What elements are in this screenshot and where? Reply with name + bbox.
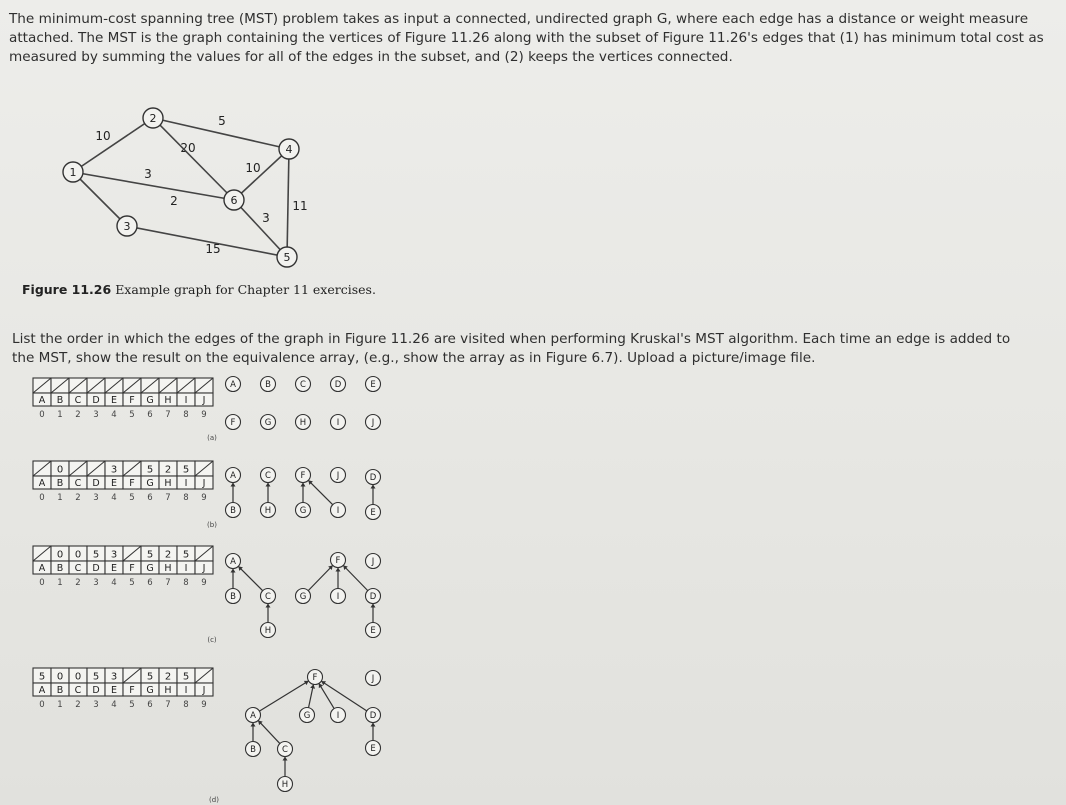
- parent-value: 0: [74, 549, 82, 561]
- forest-edge: [308, 565, 333, 590]
- letter-label: H: [164, 478, 172, 489]
- index-label: 9: [201, 493, 207, 503]
- forest-node-label: J: [336, 471, 340, 482]
- index-label: 5: [129, 493, 135, 503]
- edge-weight-3-5: 15: [205, 242, 221, 256]
- forest-node-label: C: [300, 380, 306, 391]
- index-label: 6: [147, 578, 153, 588]
- index-label: 2: [75, 410, 81, 420]
- letter-label: G: [146, 563, 154, 574]
- forest-node-label: G: [264, 418, 272, 429]
- edge-weight-2-4: 5: [218, 114, 226, 128]
- letter-label: B: [56, 478, 64, 489]
- forest-arrowhead: [251, 723, 256, 727]
- forest-node-label: E: [370, 744, 376, 755]
- forest-arrowhead: [336, 568, 341, 572]
- forest-node-label: J: [371, 557, 375, 568]
- forest-edge: [259, 681, 308, 711]
- graph-vertex-label-5: 5: [283, 251, 291, 264]
- parent-value: 5: [146, 671, 154, 683]
- letter-label: F: [129, 478, 135, 489]
- forest-arrowhead: [301, 483, 306, 487]
- forest-node-label: F: [335, 556, 341, 567]
- index-label: 7: [165, 578, 171, 588]
- forest-node-label: H: [264, 506, 272, 517]
- index-label: 4: [111, 578, 117, 588]
- letter-label: J: [202, 563, 206, 574]
- index-label: 3: [93, 493, 99, 503]
- parent-value: 5: [182, 549, 190, 561]
- forest-arrowhead: [231, 483, 236, 487]
- index-label: 2: [75, 700, 81, 710]
- letter-label: D: [92, 395, 100, 406]
- letter-label: D: [92, 563, 100, 574]
- letter-label: D: [92, 478, 100, 489]
- index-label: 8: [183, 493, 189, 503]
- forest-node-label: A: [230, 557, 236, 568]
- forest-d: [246, 670, 381, 792]
- panel-label: (c): [207, 636, 217, 644]
- parent-value: 0: [56, 549, 64, 561]
- parent-value: 2: [164, 671, 172, 683]
- figure-caption: [22, 282, 376, 297]
- parent-value: 2: [164, 464, 172, 476]
- forest-edge: [343, 565, 368, 590]
- edge-weight-2-6: 2: [170, 194, 178, 208]
- index-label: 3: [93, 700, 99, 710]
- letter-label: H: [164, 563, 172, 574]
- forest-node-label: D: [334, 380, 342, 391]
- index-label: 2: [75, 578, 81, 588]
- forest-arrowhead: [266, 483, 271, 487]
- parent-value: 5: [182, 671, 190, 683]
- intro-paragraph: The minimum-cost spanning tree (MST) problem takes as input a connected, undirected graph G, where each edge has a distance or weight measure attached. The MST is the graph containing the vertices of Figure 11.26 along with the subset of Figure 11.26's edges that (1) has minimum total cost as measured by summing the values for all of the edges in the subset, and (2) keeps the vertices connected.: [9, 11, 1044, 65]
- index-label: 4: [111, 410, 117, 420]
- index-label: 0: [39, 493, 45, 503]
- letter-label: C: [74, 685, 82, 696]
- forest-arrowhead: [283, 757, 288, 761]
- index-label: 4: [111, 700, 117, 710]
- index-label: 9: [201, 700, 207, 710]
- graph-vertex-label-6: 6: [230, 194, 238, 207]
- index-label: 9: [201, 578, 207, 588]
- forest-node-label: C: [265, 592, 271, 603]
- letter-label: H: [164, 685, 172, 696]
- index-label: 5: [129, 578, 135, 588]
- letter-label: I: [184, 563, 188, 574]
- letter-label: J: [202, 478, 206, 489]
- forest-node-label: C: [282, 745, 288, 756]
- parent-value: 5: [146, 464, 154, 476]
- letter-label: G: [146, 395, 154, 406]
- equivalence-panel-a: [33, 378, 217, 442]
- index-label: 1: [57, 578, 63, 588]
- forest-node-label: H: [264, 626, 272, 637]
- letter-label: A: [38, 478, 46, 489]
- edge-weight-1-3: 3: [144, 167, 152, 181]
- index-label: 2: [75, 493, 81, 503]
- index-label: 3: [93, 410, 99, 420]
- letter-label: D: [92, 685, 100, 696]
- forest-edge: [258, 720, 280, 743]
- letter-label: E: [110, 685, 118, 696]
- panel-label: (a): [207, 434, 217, 442]
- forest-node-label: A: [230, 471, 236, 482]
- parent-value: 0: [74, 671, 82, 683]
- parent-value: 0: [56, 464, 64, 476]
- forest-node-label: A: [230, 380, 236, 391]
- equivalence-panel-b: [33, 461, 217, 529]
- letter-label: C: [74, 563, 82, 574]
- figure-caption-label: Figure 11.26: [22, 282, 112, 297]
- graph-figure-11-26: [0, 0, 420, 280]
- letter-label: B: [56, 685, 64, 696]
- letter-label: E: [110, 478, 118, 489]
- letter-label: F: [129, 563, 135, 574]
- index-label: 0: [39, 578, 45, 588]
- forest-edge: [238, 566, 262, 590]
- parent-value: 2: [164, 549, 172, 561]
- forest-arrowhead: [371, 723, 376, 727]
- forest-node-label: I: [336, 711, 340, 722]
- graph-edge-4-5: [287, 149, 289, 257]
- forest-node-label: I: [336, 592, 340, 603]
- forest-node-label: C: [265, 471, 271, 482]
- figure-caption-text: Example graph for Chapter 11 exercises.: [115, 282, 376, 297]
- forest-node-label: G: [299, 592, 307, 603]
- index-label: 5: [129, 410, 135, 420]
- letter-label: H: [164, 395, 172, 406]
- index-label: 4: [111, 493, 117, 503]
- forest-arrowhead: [231, 569, 236, 573]
- forest-node-label: D: [369, 592, 377, 603]
- forest-node-label: F: [312, 673, 318, 684]
- parent-value: 3: [110, 549, 118, 561]
- forest-node-label: A: [250, 711, 256, 722]
- index-label: 8: [183, 578, 189, 588]
- forest-node-label: I: [336, 418, 340, 429]
- forest-node-label: G: [299, 506, 307, 517]
- letter-label: C: [74, 395, 82, 406]
- forest-node-label: E: [370, 626, 376, 637]
- index-label: 9: [201, 410, 207, 420]
- parent-value: 5: [92, 549, 100, 561]
- letter-label: G: [146, 478, 154, 489]
- graph-vertex-label-4: 4: [285, 143, 293, 156]
- parent-value: 3: [110, 464, 118, 476]
- letter-label: A: [38, 685, 46, 696]
- forest-node-label: B: [250, 745, 256, 756]
- letter-label: A: [38, 563, 46, 574]
- forest-a: [226, 377, 381, 430]
- letter-label: B: [56, 563, 64, 574]
- forest-c: [226, 553, 381, 638]
- letter-label: B: [56, 395, 64, 406]
- letter-label: J: [202, 685, 206, 696]
- forest-node-label: I: [336, 506, 340, 517]
- letter-label: A: [38, 395, 46, 406]
- letter-label: I: [184, 478, 188, 489]
- index-label: 7: [165, 493, 171, 503]
- index-label: 8: [183, 410, 189, 420]
- letter-label: E: [110, 563, 118, 574]
- index-label: 6: [147, 493, 153, 503]
- forest-edge: [308, 480, 332, 504]
- forest-node-label: H: [281, 780, 289, 791]
- graph-edge-1-2: [73, 118, 153, 172]
- letter-label: I: [184, 685, 188, 696]
- letter-label: E: [110, 395, 118, 406]
- forest-node-label: D: [369, 473, 377, 484]
- panel-label: (d): [209, 796, 219, 804]
- forest-node-label: H: [299, 418, 307, 429]
- parent-value: 5: [182, 464, 190, 476]
- index-label: 0: [39, 410, 45, 420]
- parent-value: 5: [92, 671, 100, 683]
- forest-edge: [319, 683, 334, 708]
- parent-value: 5: [146, 549, 154, 561]
- index-label: 1: [57, 493, 63, 503]
- index-label: 6: [147, 410, 153, 420]
- graph-vertex-label-3: 3: [123, 220, 131, 233]
- edge-weight-6-5: 3: [262, 211, 270, 225]
- panel-label: (b): [207, 521, 217, 529]
- forest-node-label: E: [370, 508, 376, 519]
- index-label: 7: [165, 700, 171, 710]
- index-label: 5: [129, 700, 135, 710]
- forest-b: [226, 468, 381, 520]
- forest-node-label: B: [265, 380, 271, 391]
- index-label: 0: [39, 700, 45, 710]
- forest-node-label: J: [371, 418, 375, 429]
- forest-node-label: G: [303, 711, 311, 722]
- index-label: 1: [57, 410, 63, 420]
- index-label: 8: [183, 700, 189, 710]
- index-label: 7: [165, 410, 171, 420]
- graph-vertex-label-2: 2: [149, 112, 157, 125]
- forest-node-label: F: [230, 418, 236, 429]
- forest-arrowhead: [371, 604, 376, 608]
- parent-value: 3: [110, 671, 118, 683]
- forest-node-label: F: [300, 471, 306, 482]
- index-label: 6: [147, 700, 153, 710]
- edge-weight-1-6: 20: [180, 141, 196, 155]
- letter-label: I: [184, 395, 188, 406]
- forest-node-label: D: [369, 711, 377, 722]
- forest-arrowhead: [371, 485, 376, 489]
- equivalence-panel-d: [33, 668, 219, 804]
- forest-edge: [321, 681, 366, 711]
- forest-node-label: B: [230, 506, 236, 517]
- graph-vertex-label-1: 1: [69, 166, 77, 179]
- letter-label: J: [202, 395, 206, 406]
- index-label: 1: [57, 700, 63, 710]
- letter-label: F: [129, 395, 135, 406]
- forest-node-label: E: [370, 380, 376, 391]
- forest-arrowhead: [266, 604, 271, 608]
- graph-edge-6-4: [234, 149, 289, 200]
- edge-weight-1-2: 10: [95, 129, 111, 143]
- equivalence-array-figure: [0, 370, 420, 805]
- letter-label: G: [146, 685, 154, 696]
- index-label: 3: [93, 578, 99, 588]
- forest-node-label: B: [230, 592, 236, 603]
- letter-label: C: [74, 478, 82, 489]
- parent-value: 0: [56, 671, 64, 683]
- equivalence-panel-c: [33, 546, 217, 644]
- letter-label: F: [129, 685, 135, 696]
- edge-weight-6-4: 10: [245, 161, 261, 175]
- parent-value: 5: [38, 671, 46, 683]
- question-paragraph: List the order in which the edges of the graph in Figure 11.26 are visited when performing Kruskal's MST algorithm. Each time an edge is added to the MST, show the result on the equivalence array, (e.g., show the array as in Figure 6.7). Upload a picture/image file.: [12, 331, 1011, 366]
- edge-weight-4-5: 11: [292, 199, 308, 213]
- forest-node-label: J: [371, 674, 375, 685]
